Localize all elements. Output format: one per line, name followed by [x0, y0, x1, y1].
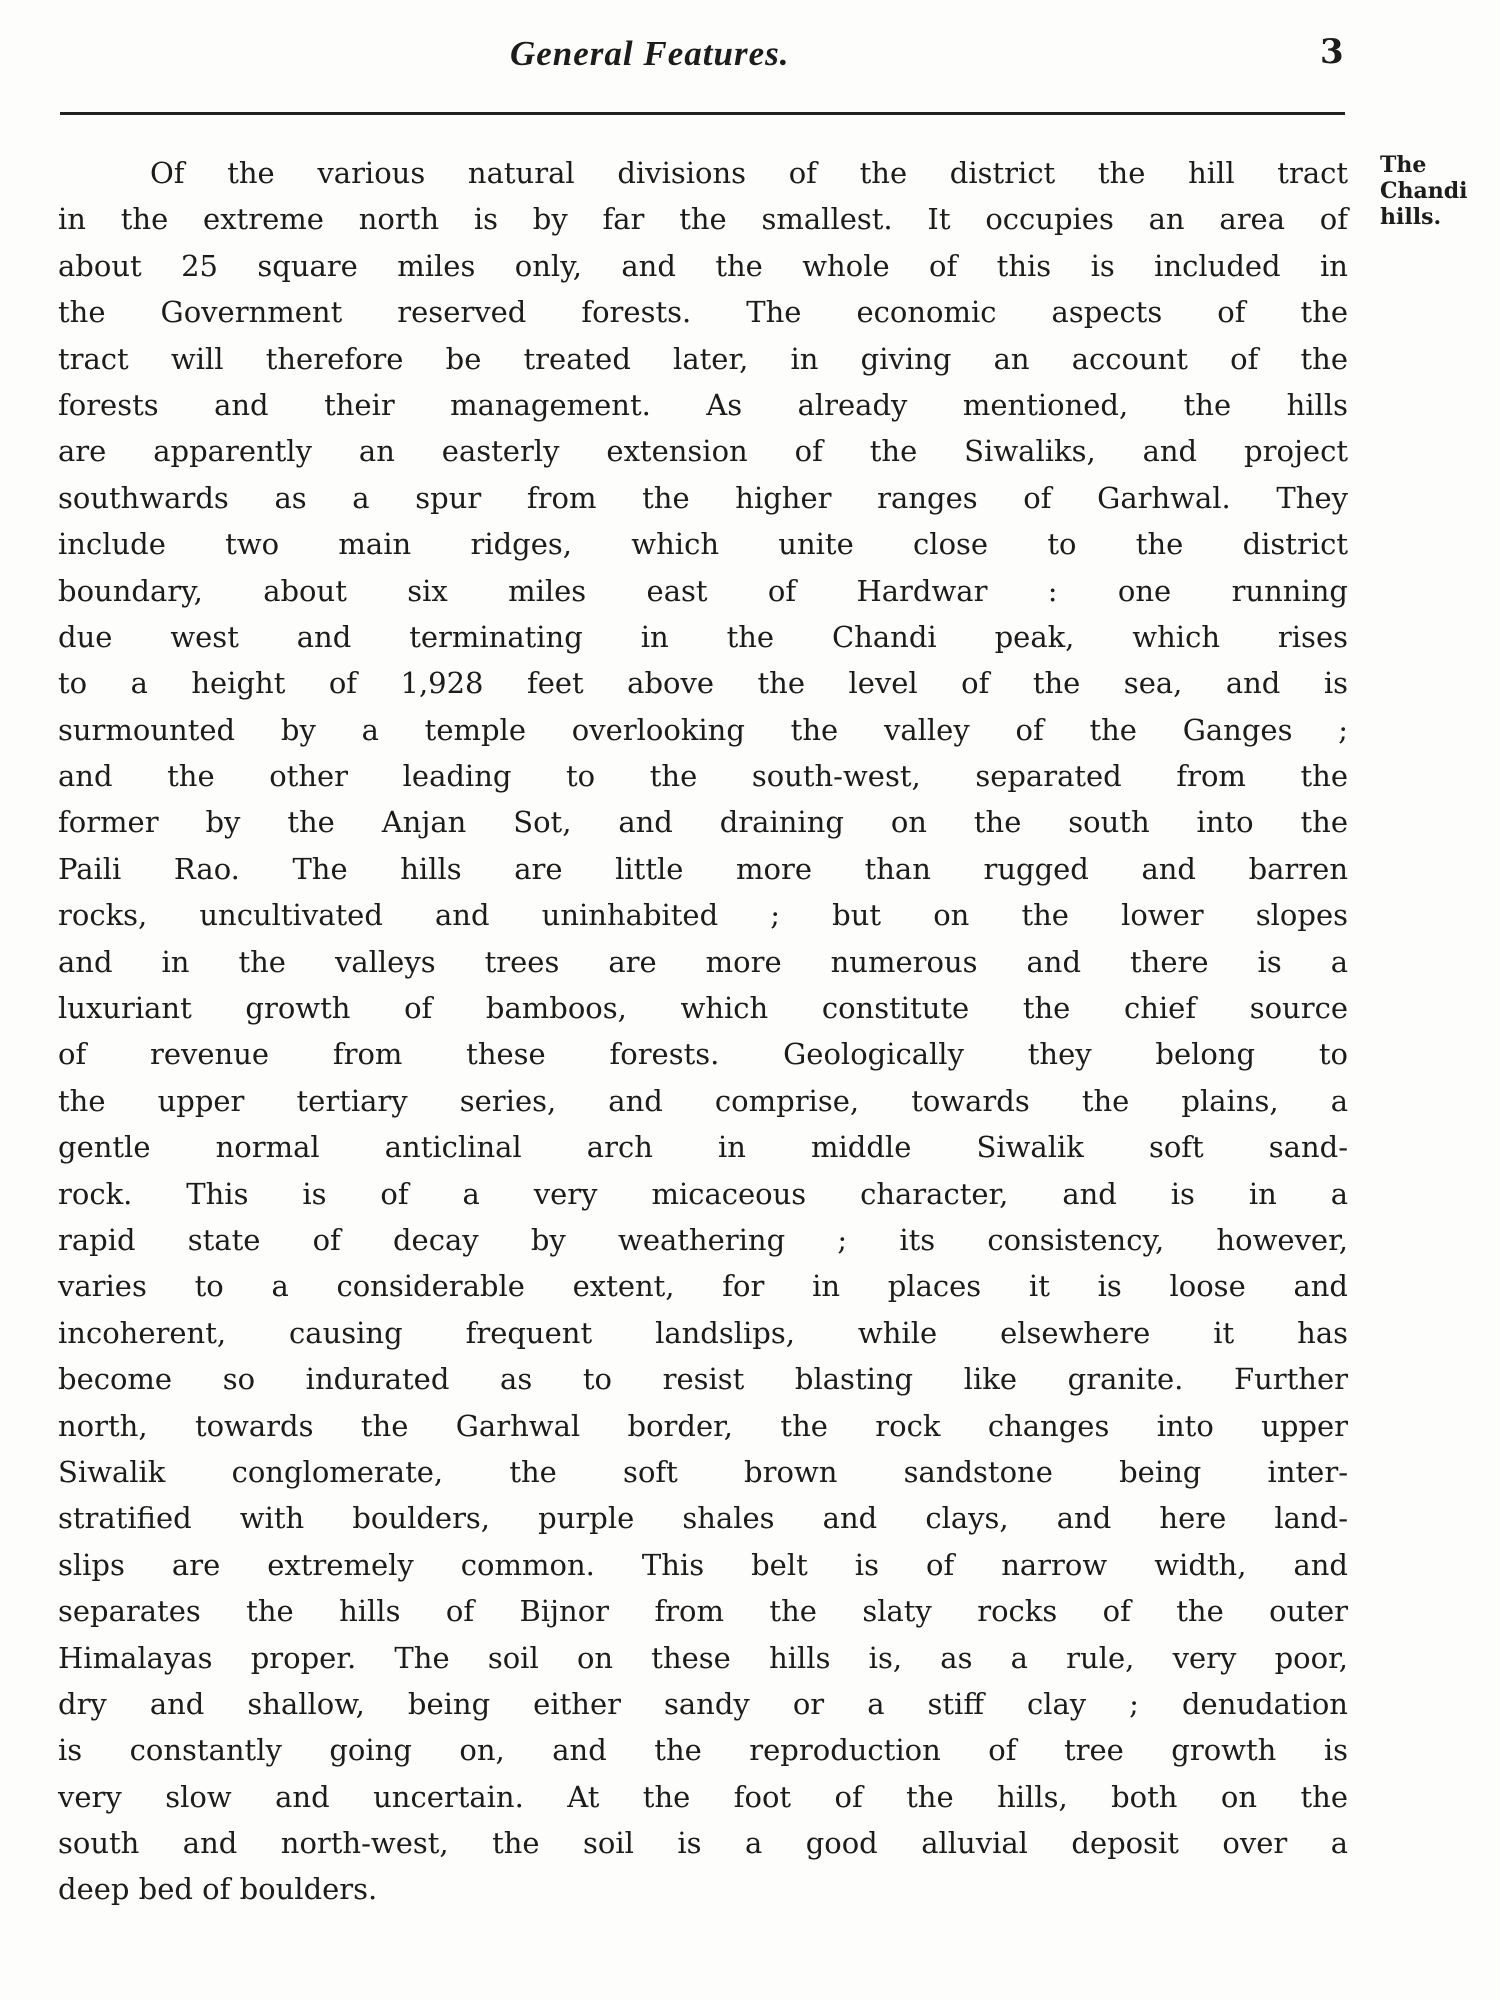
- text-line: rock. This is of a very micaceous character, and is in a: [58, 1176, 1348, 1211]
- margin-note: [1380, 152, 1495, 230]
- header-rule: [60, 112, 1345, 115]
- text-line: forests and their management. As already mentioned, the hills: [58, 387, 1348, 422]
- text-line: become so indurated as to resist blasting like granite. Further: [58, 1362, 1348, 1397]
- text-line: Paili Rao. The hills are little more than rugged and barren: [58, 851, 1348, 886]
- text-line: stratified with boulders, purple shales and clays, and here land-: [58, 1501, 1348, 1536]
- text-line: very slow and uncertain. At the foot of the hills, both on the: [58, 1779, 1348, 1814]
- text-line: gentle normal anticlinal arch in middle Siwalik soft sand-: [58, 1130, 1348, 1165]
- text-line: boundary, about six miles east of Hardwar : one running: [58, 573, 1348, 608]
- text-line: rocks, uncultivated and uninhabited ; but on the lower slopes: [58, 898, 1348, 933]
- text-line: tract will therefore be treated later, in giving an account of the: [58, 341, 1348, 376]
- margin-note-line: The: [1380, 152, 1427, 178]
- text-line: incoherent, causing frequent landslips, while elsewhere it has: [58, 1315, 1348, 1350]
- text-line: include two main ridges, which unite close to the district: [58, 527, 1348, 562]
- text-line: due west and terminating in the Chandi peak, which rises: [58, 619, 1348, 654]
- page-number: 3: [1320, 32, 1344, 72]
- text-line: Siwalik conglomerate, the soft brown sandstone being inter-: [58, 1454, 1348, 1489]
- text-line: surmounted by a temple overlooking the valley of the Ganges ;: [58, 712, 1348, 747]
- text-line: former by the Anjan Sot, and draining on the south into the: [58, 805, 1348, 840]
- text-line: are apparently an easterly extension of the Siwaliks, and project: [58, 434, 1348, 469]
- body-paragraph: [58, 150, 1348, 1913]
- text-line: dry and shallow, being either sandy or a stiff clay ; denudation: [58, 1686, 1348, 1721]
- text-line: southwards as a spur from the higher ranges of Garhwal. They: [58, 480, 1348, 515]
- margin-note-line: hills.: [1380, 204, 1442, 230]
- text-line: and in the valleys trees are more numerous and there is a: [58, 944, 1348, 979]
- text-line: the Government reserved forests. The economic aspects of the: [58, 295, 1348, 330]
- text-line: rapid state of decay by weathering ; its consistency, however,: [58, 1222, 1348, 1257]
- text-line: slips are extremely common. This belt is of narrow width, and: [58, 1547, 1348, 1582]
- margin-note-line: Chandi: [1380, 178, 1468, 204]
- text-line: varies to a considerable extent, for in places it is loose and: [58, 1269, 1348, 1304]
- text-line: Himalayas proper. The soil on these hills is, as a rule, very poor,: [58, 1640, 1348, 1675]
- text-line: separates the hills of Bijnor from the slaty rocks of the outer: [58, 1594, 1348, 1629]
- running-title: General Features.: [510, 34, 790, 73]
- text-line: of revenue from these forests. Geologically they belong to: [58, 1037, 1348, 1072]
- text-line: the upper tertiary series, and comprise, towards the plains, a: [58, 1083, 1348, 1118]
- text-line: north, towards the Garhwal border, the rock changes into upper: [58, 1408, 1348, 1443]
- text-line: south and north-west, the soil is a good alluvial deposit over a: [58, 1826, 1348, 1861]
- text-line: about 25 square miles only, and the whole of this is included in: [58, 248, 1348, 283]
- text-line: deep bed of boulders.: [58, 1872, 378, 1907]
- text-line: in the extreme north is by far the smallest. It occupies an area of: [58, 202, 1348, 237]
- text-line: to a height of 1,928 feet above the level of the sea, and is: [58, 666, 1348, 701]
- text-line: luxuriant growth of bamboos, which constitute the chief source: [58, 991, 1348, 1026]
- text-line: Of the various natural divisions of the district the hill tract: [150, 156, 1348, 190]
- text-line: and the other leading to the south-west, separated from the: [58, 759, 1348, 794]
- text-line: is constantly going on, and the reproduction of tree growth is: [58, 1733, 1348, 1768]
